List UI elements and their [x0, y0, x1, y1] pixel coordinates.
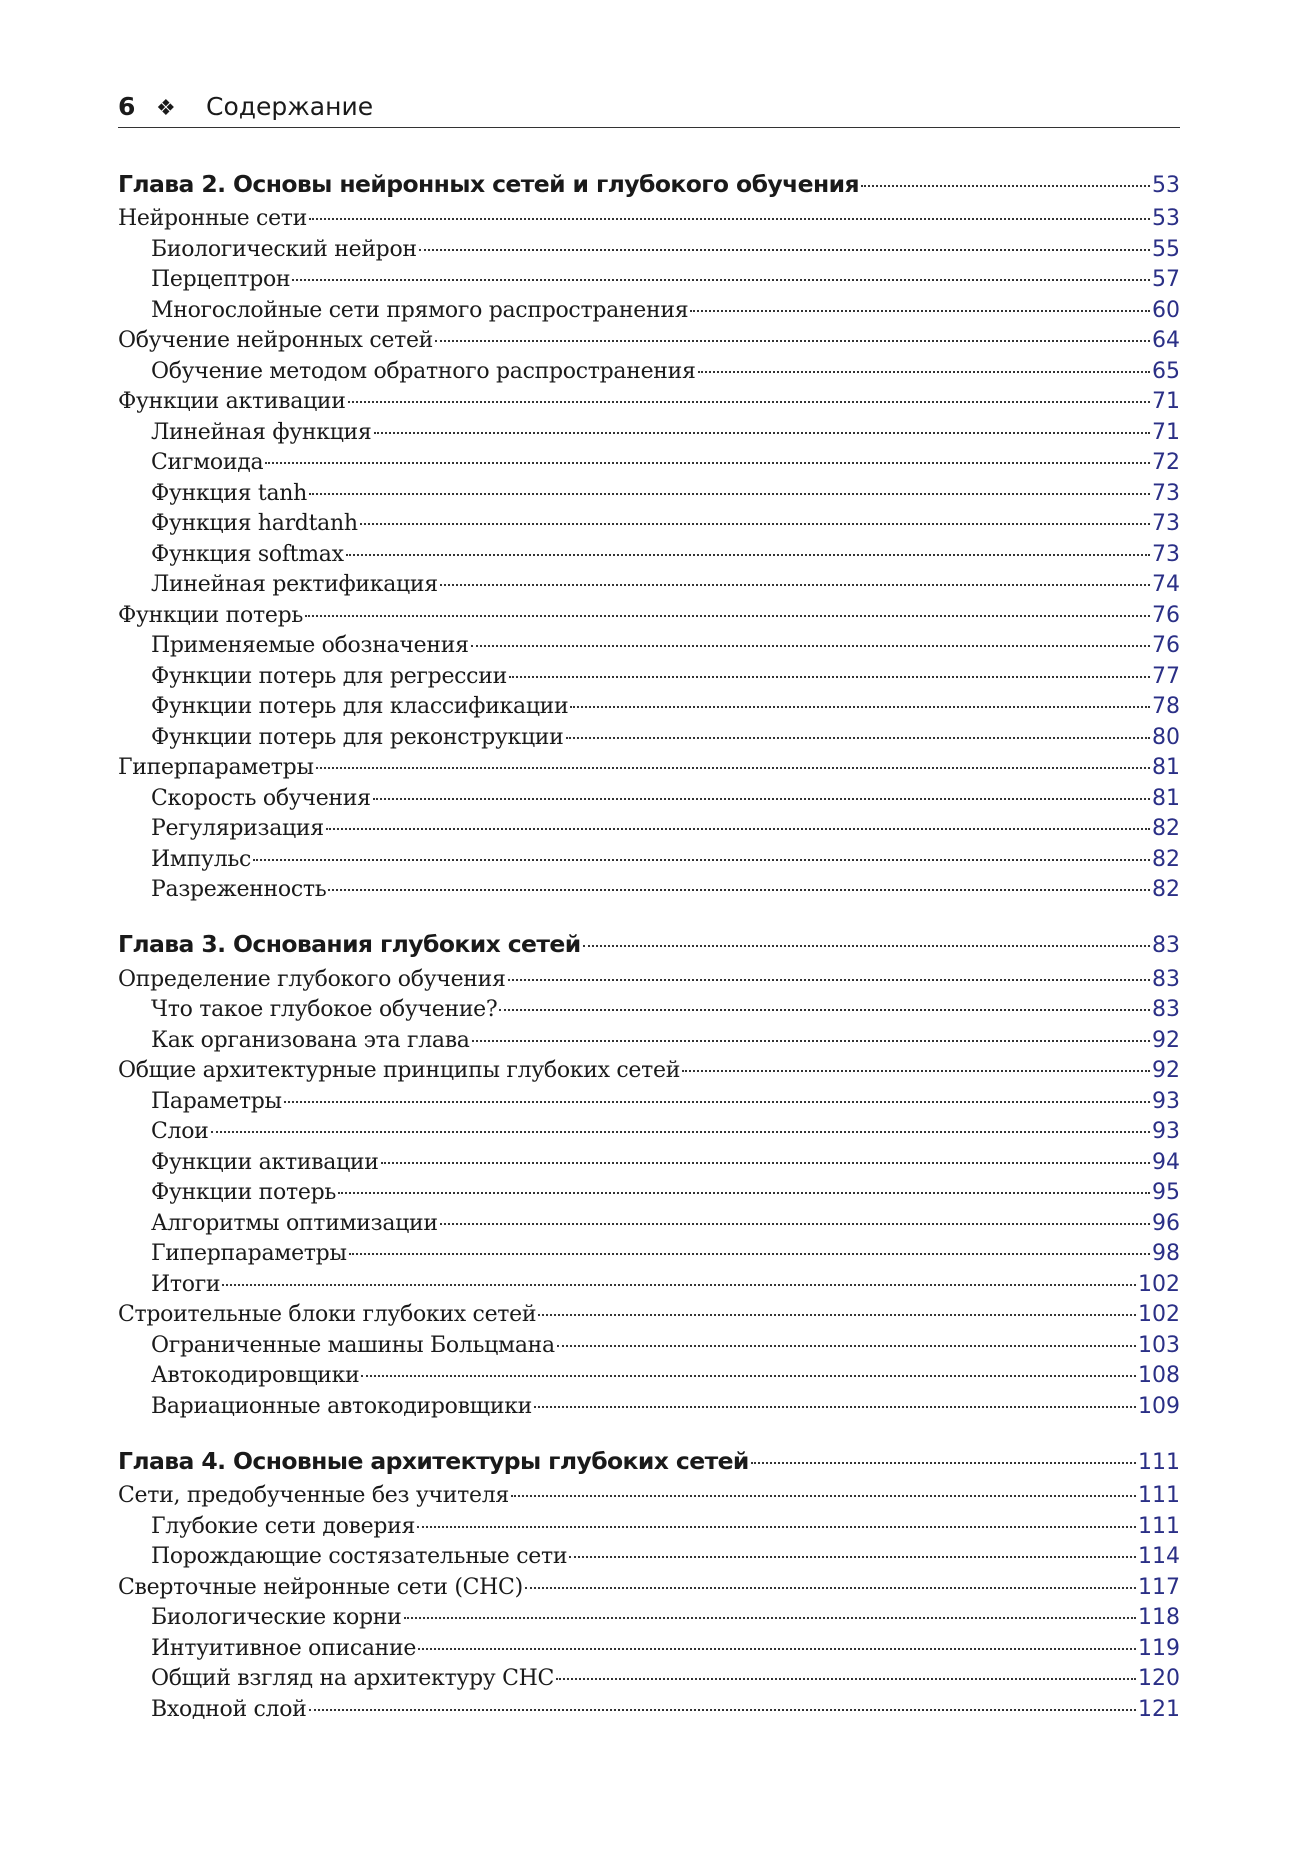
toc-entry-title: Функции активации — [151, 1149, 379, 1175]
toc-page-number: 92 — [1152, 1058, 1180, 1083]
toc-entry-title: Нейронные сети — [118, 206, 308, 231]
toc-page-number: 114 — [1138, 1544, 1180, 1569]
toc-page-number: 71 — [1152, 419, 1180, 445]
toc-subsection-entry[interactable] — [118, 1389, 1180, 1420]
toc-page-number: 71 — [1152, 389, 1180, 414]
toc-page-number: 117 — [1138, 1574, 1180, 1600]
toc-entry-title: Биологические корни — [151, 1605, 402, 1630]
toc-page-number: 119 — [1138, 1635, 1180, 1661]
toc-entry-title: Функции потерь — [151, 1180, 337, 1205]
toc-entry-title: Слои — [151, 1119, 209, 1144]
toc-entry-title: Гиперпараметры — [151, 1241, 347, 1266]
toc-page-number: 92 — [1152, 1027, 1180, 1053]
dot-leader — [309, 471, 1150, 495]
toc-page-number: 64 — [1152, 328, 1180, 353]
dot-leader — [569, 1534, 1136, 1558]
toc-entry-title: Как организована эта глава — [151, 1027, 470, 1053]
dot-leader — [508, 957, 1150, 981]
toc-entry-title: Функции потерь для классификации — [151, 694, 569, 719]
table-of-contents — [118, 166, 1180, 1746]
dot-leader — [284, 1079, 1150, 1103]
dot-leader — [534, 1384, 1136, 1408]
toc-page-number: 103 — [1138, 1332, 1180, 1358]
toc-page-number: 73 — [1152, 480, 1180, 506]
dot-leader — [570, 684, 1150, 708]
toc-entry-title: Линейная функция — [151, 419, 372, 445]
chapter-block — [118, 166, 1180, 903]
toc-page-number: 98 — [1152, 1241, 1180, 1266]
toc-subsection-entry[interactable] — [118, 872, 1180, 903]
toc-entry-title: Функции потерь — [118, 602, 304, 628]
toc-entry-title: Итоги — [151, 1271, 221, 1297]
dot-leader — [360, 501, 1150, 525]
toc-page-number: 96 — [1152, 1210, 1180, 1236]
dot-leader — [499, 987, 1150, 1011]
toc-entry-title: Ограниченные машины Больцмана — [151, 1332, 555, 1358]
toc-entry-title: Функция softmax — [151, 541, 344, 567]
dot-leader — [309, 1687, 1136, 1711]
toc-entry-title: Импульс — [151, 846, 252, 872]
dot-leader — [417, 1504, 1136, 1528]
toc-page-number: 83 — [1152, 966, 1180, 992]
toc-entry-title: Интуитивное описание — [151, 1635, 417, 1661]
toc-entry-title: Вариационные автокодировщики — [151, 1393, 533, 1419]
toc-page-number: 82 — [1152, 846, 1180, 872]
dot-leader — [374, 410, 1151, 434]
toc-entry-title: Автокодировщики — [151, 1363, 360, 1388]
dot-leader — [419, 227, 1150, 251]
toc-entry-title: Функции потерь для реконструкции — [151, 724, 564, 750]
toc-entry-title: Многослойные сети прямого распространения — [151, 297, 689, 323]
toc-entry-title: Скорость обучения — [151, 785, 371, 811]
toc-entry-title: Глава 4. Основные архитектуры глубоких сетей — [118, 1446, 749, 1475]
toc-page-number: 118 — [1138, 1605, 1180, 1630]
dot-leader — [690, 288, 1150, 312]
toc-page-number: 73 — [1152, 511, 1180, 536]
toc-entry-title: Порождающие состязательные сети — [151, 1544, 568, 1569]
dot-leader — [404, 1595, 1136, 1619]
toc-page-number: 121 — [1138, 1696, 1180, 1722]
toc-entry-title: Общий взгляд на архитектуру СНС — [151, 1666, 555, 1691]
toc-entry-title: Функции потерь для регрессии — [151, 663, 507, 689]
toc-page-number: 83 — [1152, 933, 1180, 958]
chapter-block — [118, 1443, 1180, 1722]
toc-entry-title: Обучение методом обратного распространения — [151, 358, 696, 384]
dot-leader — [361, 1353, 1136, 1377]
dot-leader — [373, 776, 1150, 800]
dot-leader — [222, 1262, 1136, 1286]
dot-leader — [309, 196, 1150, 220]
toc-page-number: 80 — [1152, 724, 1180, 750]
dot-leader — [265, 440, 1150, 464]
dot-leader — [253, 837, 1150, 861]
toc-page-number: 93 — [1152, 1119, 1180, 1144]
toc-entry-title: Сигмоида — [151, 450, 264, 475]
dot-leader — [861, 161, 1150, 187]
toc-page-number: 111 — [1138, 1449, 1180, 1475]
toc-page-number: 120 — [1138, 1666, 1180, 1691]
dot-leader — [511, 1473, 1136, 1497]
dot-leader — [509, 654, 1150, 678]
dot-leader — [566, 715, 1150, 739]
toc-entry-title: Параметры — [151, 1088, 282, 1114]
toc-page-number: 94 — [1152, 1149, 1180, 1175]
toc-entry-title: Что такое глубокое обучение? — [151, 997, 498, 1022]
dot-leader — [583, 922, 1150, 948]
dot-leader — [348, 379, 1150, 403]
toc-entry-title: Линейная ректификация — [151, 572, 438, 597]
dot-leader — [698, 349, 1150, 373]
toc-page-number: 109 — [1138, 1393, 1180, 1419]
dot-leader — [328, 867, 1150, 891]
toc-entry-title: Сети, предобученные без учителя — [118, 1483, 509, 1508]
toc-entry-title: Функции активации — [118, 389, 346, 414]
toc-entry-title: Глава 2. Основы нейронных сетей и глубокого обучения — [118, 169, 859, 198]
toc-entry-title: Определение глубокого обучения — [118, 966, 506, 992]
toc-entry-title: Разреженность — [151, 877, 327, 902]
toc-page-number: 55 — [1152, 236, 1180, 262]
dot-leader — [338, 1170, 1150, 1194]
toc-entry-title: Глава 3. Основания глубоких сетей — [118, 930, 581, 958]
toc-entry-title: Обучение нейронных сетей — [118, 328, 434, 353]
dot-leader — [381, 1140, 1150, 1164]
toc-page-number: 74 — [1152, 572, 1180, 597]
toc-page-number: 53 — [1152, 206, 1180, 231]
toc-page-number: 82 — [1152, 816, 1180, 841]
toc-entry-title: Регуляризация — [151, 816, 324, 841]
toc-entry-title: Глубокие сети доверия — [151, 1513, 416, 1539]
dot-leader — [525, 1565, 1136, 1589]
toc-page-number: 65 — [1152, 358, 1180, 384]
toc-entry-title: Гиперпараметры — [118, 755, 314, 780]
toc-page-number: 82 — [1152, 877, 1180, 902]
dot-leader — [346, 532, 1150, 556]
toc-page-number: 81 — [1152, 755, 1180, 780]
toc-page-number: 76 — [1152, 633, 1180, 658]
toc-entry-title: Функция hardtanh — [151, 511, 358, 536]
dot-leader — [440, 1201, 1150, 1225]
toc-entry-title: Строительные блоки глубоких сетей — [118, 1302, 537, 1327]
toc-page-number: 111 — [1138, 1483, 1180, 1508]
toc-entry-title: Алгоритмы оптимизации — [151, 1210, 438, 1236]
toc-entry-title: Входной слой — [151, 1696, 307, 1722]
toc-page-number: 77 — [1152, 663, 1180, 689]
running-head — [118, 88, 1180, 128]
toc-page-number: 81 — [1152, 785, 1180, 811]
toc-page-number: 57 — [1152, 267, 1180, 292]
toc-page-number: 93 — [1152, 1088, 1180, 1114]
toc-entry-title: Функция tanh — [151, 480, 307, 506]
dot-leader — [557, 1323, 1136, 1347]
toc-page-number: 108 — [1138, 1363, 1180, 1388]
toc-page-number: 78 — [1152, 694, 1180, 719]
dot-leader — [538, 1292, 1136, 1316]
running-head-title: Содержание — [206, 92, 374, 121]
toc-page-number: 72 — [1152, 450, 1180, 475]
toc-subsection-entry[interactable] — [118, 1692, 1180, 1723]
dot-leader — [326, 806, 1150, 830]
toc-page-number: 53 — [1152, 172, 1180, 198]
dot-leader — [211, 1109, 1150, 1133]
toc-entry-title: Общие архитектурные принципы глубоких сетей — [118, 1058, 681, 1083]
toc-entry-title: Перцептрон — [151, 267, 291, 292]
toc-page-number: 73 — [1152, 541, 1180, 567]
dot-leader — [682, 1048, 1150, 1072]
ornament-icon: ❖ — [156, 96, 176, 121]
toc-page-number: 76 — [1152, 602, 1180, 628]
dot-leader — [305, 593, 1150, 617]
dot-leader — [556, 1656, 1136, 1680]
dot-leader — [472, 1018, 1150, 1042]
dot-leader — [751, 1438, 1136, 1464]
toc-page-number: 102 — [1138, 1271, 1180, 1297]
dot-leader — [292, 257, 1150, 281]
toc-entry-title: Применяемые обозначения — [151, 633, 469, 658]
chapter-block — [118, 927, 1180, 1420]
dot-leader — [349, 1231, 1150, 1255]
toc-page-number: 95 — [1152, 1180, 1180, 1205]
page-number: 6 — [118, 92, 136, 121]
dot-leader — [440, 562, 1150, 586]
dot-leader — [316, 745, 1150, 769]
toc-page-number: 102 — [1138, 1302, 1180, 1327]
toc-entry-title: Биологический нейрон — [151, 236, 417, 262]
dot-leader — [471, 623, 1150, 647]
toc-page-number: 60 — [1152, 297, 1180, 323]
toc-page-number: 111 — [1138, 1513, 1180, 1539]
toc-page-number: 83 — [1152, 997, 1180, 1022]
dot-leader — [418, 1626, 1136, 1650]
dot-leader — [435, 318, 1150, 342]
toc-entry-title: Сверточные нейронные сети (СНС) — [118, 1574, 523, 1600]
